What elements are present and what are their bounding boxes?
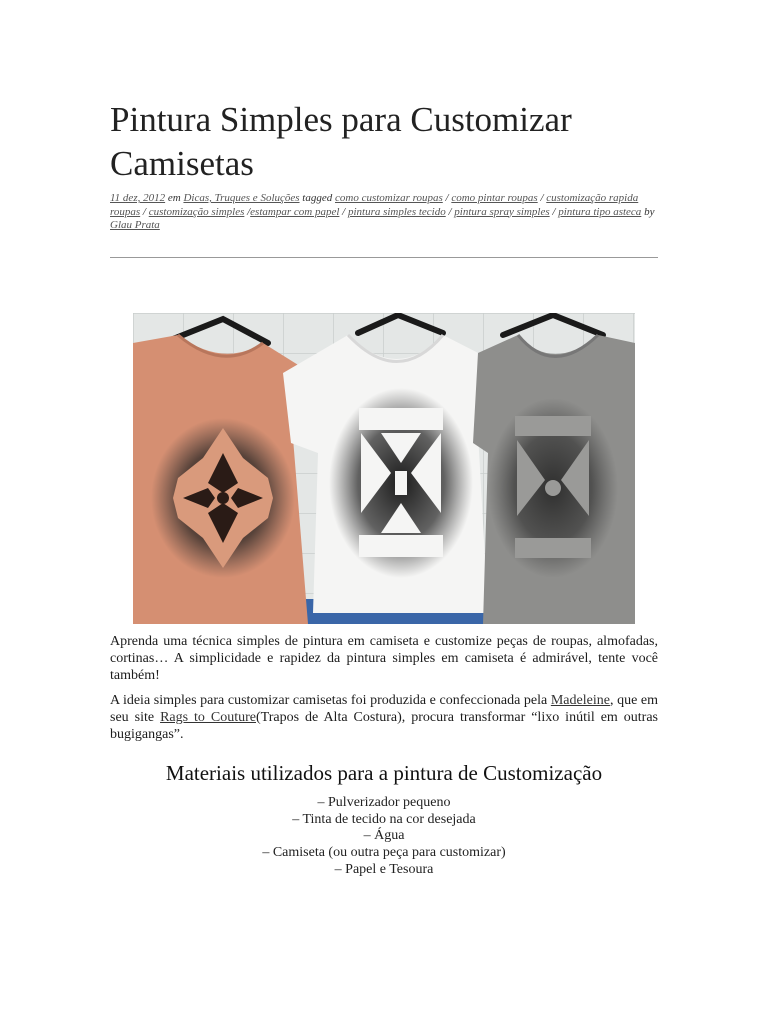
divider xyxy=(110,257,658,258)
list-item: – Água xyxy=(363,828,405,844)
materials-list xyxy=(110,795,658,879)
author-link[interactable]: Glau Prata xyxy=(110,219,160,231)
intro-paragraph: Aprenda uma técnica simples de pintura em camiseta e customize peças de roupas, almofadas, cortinas… A simplicidade e rapidez da pintura simples em camiseta é admirável, tente você também! xyxy=(110,634,658,683)
list-item: – Papel e Tesoura xyxy=(334,861,434,877)
list-item: – Camiseta (ou outra peça para customizar) xyxy=(262,845,506,861)
post-title: Pintura Simples para Customizar Camisetas xyxy=(110,100,572,183)
category-link[interactable]: Dicas, Truques e Soluções xyxy=(183,192,300,204)
meta-em: em xyxy=(167,192,181,204)
rags-to-couture-link[interactable]: Rags to Couture xyxy=(160,710,257,725)
grey-shirt xyxy=(473,335,635,624)
tag-link[interactable]: pintura simples tecido xyxy=(347,205,446,218)
tag-link[interactable]: customização simples xyxy=(148,205,245,218)
list-item: – Pulverizador pequeno xyxy=(317,795,451,810)
tag-link[interactable]: como customizar roupas xyxy=(335,192,443,204)
tag-link[interactable]: estampar com papel xyxy=(250,205,340,218)
list-item: – Tinta de tecido na cor desejada xyxy=(292,811,476,827)
tag-link[interactable]: como pintar roupas xyxy=(451,192,538,204)
post-meta: 11 dez, 2012 em Dicas, Truques e Soluções tagged como customizar roupas / como pintar roupas / customização rapida roupas / customização simples /estampar com papel / pintura simples tecido / pintura spray simples / pintura tipo asteca by Glau Prata xyxy=(110,192,655,231)
tag-link[interactable]: pintura spray simples xyxy=(454,205,550,218)
credits-text-a: A ideia simples para customizar camisetas foi produzida e confeccionada pela xyxy=(110,693,551,708)
credits-text-c: (Trapos de Alta Costura), procura transformar “lixo inútil em outras bugigangas”. xyxy=(110,710,659,742)
credits-paragraph xyxy=(110,692,658,743)
meta-tagged: tagged xyxy=(302,192,333,204)
credits-text-b: , que em seu site xyxy=(110,693,658,725)
meta-by: by xyxy=(644,205,655,218)
tshirts-photo xyxy=(133,313,635,624)
madeleine-link[interactable]: Madeleine xyxy=(550,693,610,708)
post-date-link[interactable]: 11 dez, 2012 xyxy=(110,192,166,204)
tag-link[interactable]: customização rapida roupas xyxy=(110,192,639,218)
materials-heading: Materiais utilizados para a pintura de Customização xyxy=(165,761,603,785)
tag-link[interactable]: pintura tipo asteca xyxy=(558,205,642,218)
